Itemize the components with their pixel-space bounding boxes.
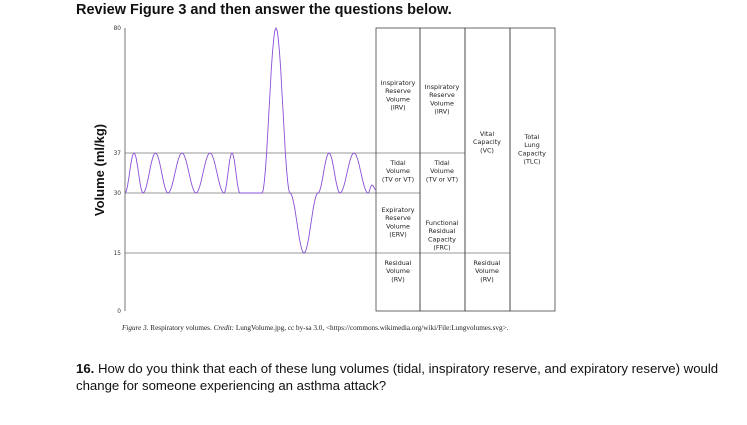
question-text: How do you think that each of these lung volumes (tidal, inspiratory reserve, and expiratory reserve) would change for someone experiencing an asthma attack? xyxy=(76,361,719,393)
tick-label-15: 15 xyxy=(113,251,121,257)
col1-rv-label: Residual Volume (RV) xyxy=(384,259,412,284)
tick-label-80: 80 xyxy=(113,26,121,32)
caption-description: Respiratory volumes. xyxy=(148,324,212,332)
question-number: 16. xyxy=(76,361,95,376)
tick-label-0: 0 xyxy=(117,309,121,315)
caption-figure-number: Figure 3. xyxy=(122,324,149,332)
col3-vc-label: Vital Capacity (VC) xyxy=(473,130,501,155)
question-16 xyxy=(76,360,736,394)
page-heading: Review Figure 3 and then answer the questions below. xyxy=(76,2,452,18)
y-axis-label: Volume (ml/kg) xyxy=(92,123,107,217)
col1-tv-label: Tidal Volume (TV or VT) xyxy=(381,159,415,184)
tick-label-30: 30 xyxy=(113,191,121,197)
caption-credit-text: LungVolume.jpg, cc by-sa 3.0, <https://commons.wikimedia.org/wiki/File:Lungvolumes.svg>. xyxy=(234,324,509,332)
col2-irv-label: Inspiratory Reserve Volume (IRV) xyxy=(424,83,460,116)
caption-credit-label: Credit: xyxy=(211,324,235,332)
breathing-trace xyxy=(125,28,376,253)
col2-tv-label: Tidal Volume (TV or VT) xyxy=(425,159,459,184)
col2-frc-label: Functional Residual Capacity (FRC) xyxy=(425,219,459,252)
tick-label-37: 37 xyxy=(113,151,121,157)
col1-irv-label: Inspiratory Reserve Volume (IRV) xyxy=(380,79,416,112)
col1-erv-label: Expiratory Reserve Volume (ERV) xyxy=(381,206,415,239)
col3-rv-label: Residual Volume (RV) xyxy=(473,259,501,284)
col4-tlc-label: Total Lung Capacity (TLC) xyxy=(518,133,546,166)
column-4-box xyxy=(510,28,555,311)
figure-caption xyxy=(122,324,508,332)
